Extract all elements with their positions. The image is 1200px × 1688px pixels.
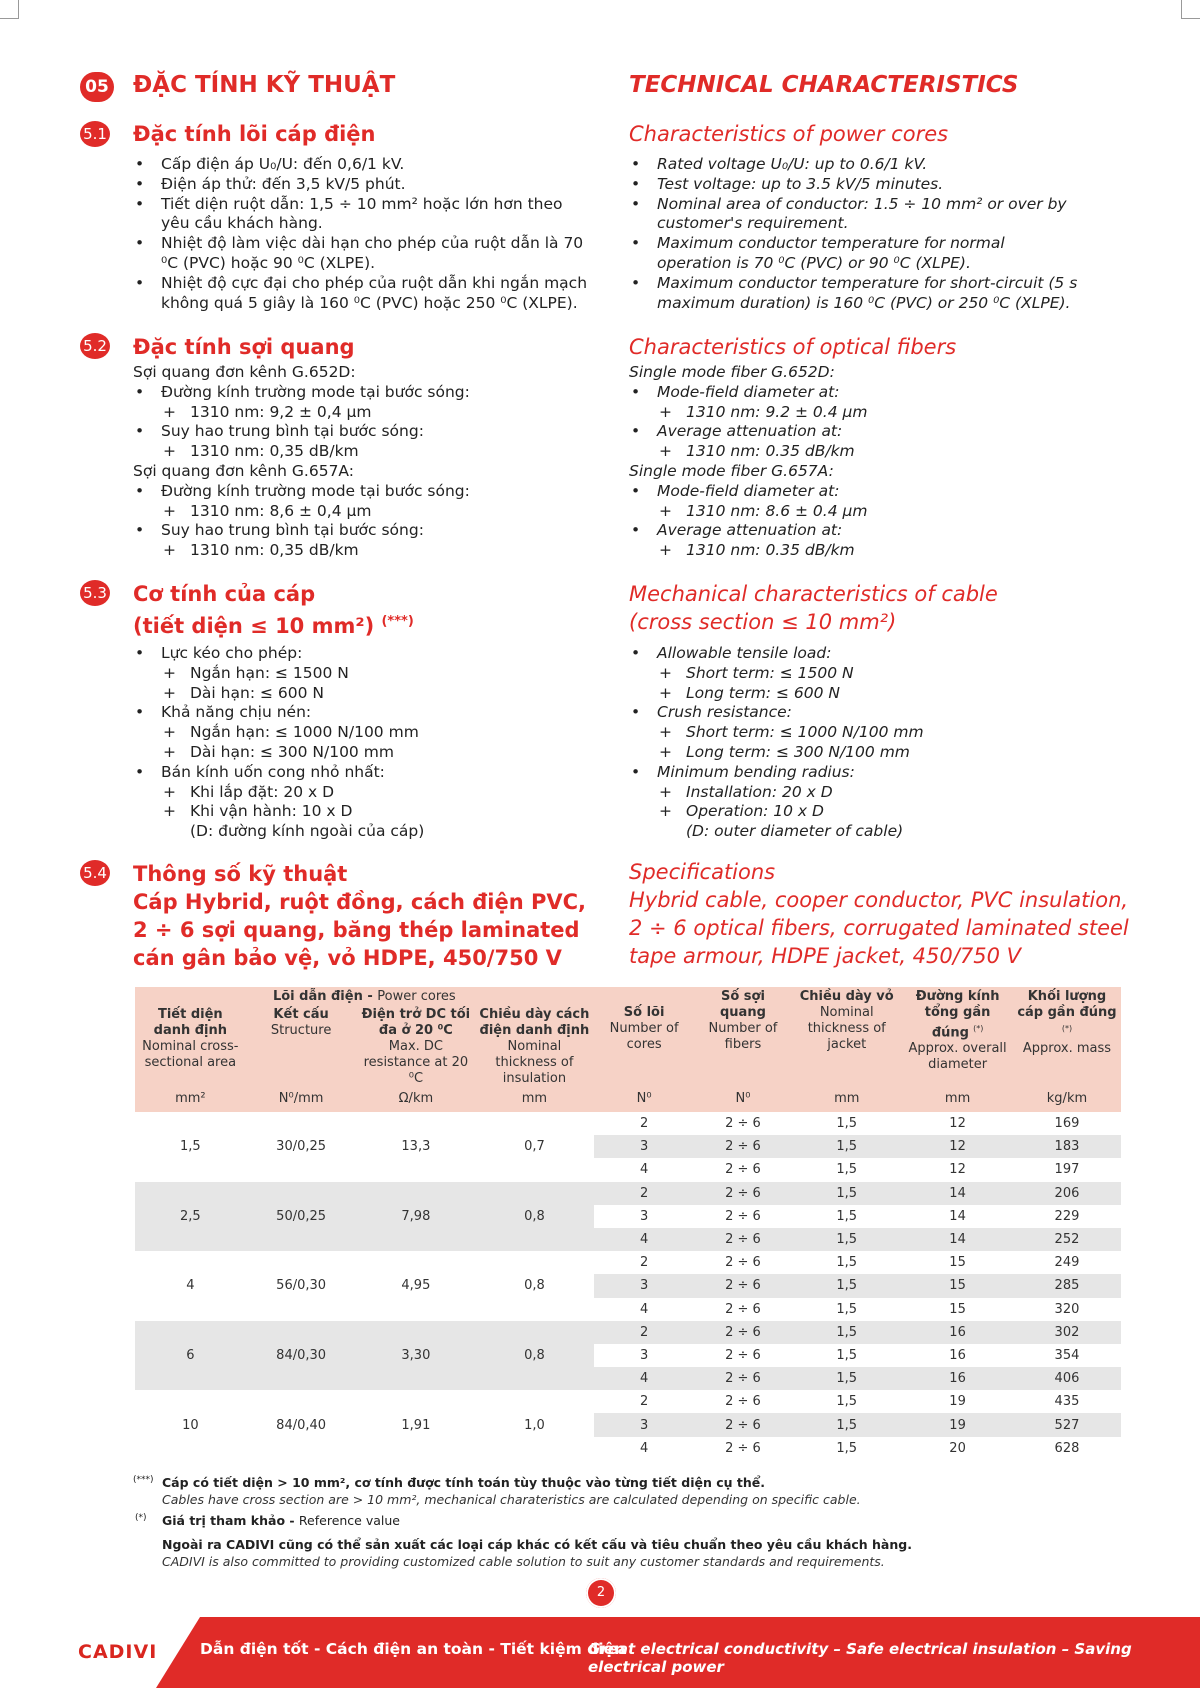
fiber-type-label: Single mode fiber G.652D:	[629, 363, 835, 381]
list-note: (D: outer diameter of cable)	[686, 822, 904, 841]
list-subitem: + Ngắn hạn: ≤ 1000 N/100 mm	[133, 723, 603, 743]
list-subitem: + 1310 nm: 0,35 dB/km	[133, 541, 603, 561]
table-body	[135, 1112, 1121, 1460]
crop-mark-top-right	[1181, 0, 1200, 19]
header-mass	[1013, 987, 1121, 1089]
area-cell: 1,5	[135, 1112, 246, 1182]
jacket-cell: 1,5	[791, 1437, 902, 1460]
footnote-mark: (*)	[1061, 1024, 1073, 1033]
fibers-cell: 2 ÷ 6	[695, 1205, 792, 1228]
diameter-cell: 14	[902, 1205, 1013, 1228]
header-vn: Số sợi quang	[719, 989, 766, 1020]
header-en: Power cores	[377, 989, 456, 1004]
fibers-cell: 2 ÷ 6	[695, 1344, 792, 1367]
jacket-cell: 1,5	[791, 1251, 902, 1274]
list-subitem: + Dài hạn: ≤ 600 N	[133, 684, 603, 704]
jacket-cell: 1,5	[791, 1112, 902, 1135]
fiber-type-label: Sợi quang đơn kênh G.652D:	[133, 363, 356, 381]
jacket-cell: 1,5	[791, 1228, 902, 1251]
unit-cell: mm²	[135, 1089, 246, 1112]
section-5-1-badge: 5.1	[80, 121, 110, 147]
section-5-3-title-text: (tiết diện ≤ 10 mm²)	[133, 614, 375, 638]
diameter-cell: 14	[902, 1228, 1013, 1251]
footnote-text-en-line	[133, 1553, 912, 1570]
list-item: • Mode-field diameter at:	[629, 482, 1169, 502]
section-5-4-title-line: Cáp Hybrid, ruột đồng, cách điện PVC,	[133, 890, 587, 914]
list-item: • Rated voltage U₀/U: up to 0.6/1 kV.	[629, 155, 1079, 175]
section-5-1-title-vn: Đặc tính lõi cáp điện	[133, 122, 376, 146]
header-en: Number of cores	[609, 1021, 679, 1052]
section-5-3-title-line-2: (cross section ≤ 10 mm²)	[629, 610, 897, 634]
structure-cell: 56/0,30	[246, 1251, 357, 1321]
page-title-vn: ĐẶC TÍNH KỸ THUẬT	[133, 72, 396, 98]
list-item: • Suy hao trung bình tại bước sóng:	[133, 521, 603, 541]
mass-cell: 183	[1013, 1135, 1121, 1158]
list-subitem: + 1310 nm: 0.35 dB/km	[629, 541, 1169, 561]
mass-cell: 285	[1013, 1274, 1121, 1297]
area-cell: 6	[135, 1321, 246, 1391]
fibers-cell: 2 ÷ 6	[695, 1158, 792, 1181]
footnote-text-vn: Cáp có tiết diện > 10 mm², cơ tính được tính toán tùy thuộc vào từng tiết diện cụ thể.	[162, 1475, 765, 1490]
section-5-2-list-vn	[133, 363, 603, 561]
cores-cell: 3	[594, 1135, 695, 1158]
section-5-4-title-line: Hybrid cable, cooper conductor, PVC insulation,	[629, 888, 1129, 912]
structure-cell: 30/0,25	[246, 1112, 357, 1182]
structure-cell: 84/0,40	[246, 1390, 357, 1460]
section-number-badge: 05	[80, 72, 114, 102]
fibers-cell: 2 ÷ 6	[695, 1112, 792, 1135]
table-row	[135, 1182, 1121, 1205]
header-en: Nominal thickness of insulation	[495, 1039, 574, 1086]
header-vn: Kết cấu	[273, 1007, 329, 1022]
jacket-cell: 1,5	[791, 1135, 902, 1158]
list-item: • Mode-field diameter at:	[629, 383, 1169, 403]
cores-cell: 2	[594, 1182, 695, 1205]
footnote-text-en: CADIVI is also committed to providing customized cable solution to suit any customer standards and requirements.	[162, 1554, 885, 1569]
unit-cell: N⁰/mm	[246, 1089, 357, 1112]
section-5-4-title-line: tape armour, HDPE jacket, 450/750 V	[629, 944, 1021, 968]
insulation-cell: 0,8	[475, 1182, 593, 1252]
diameter-cell: 19	[902, 1390, 1013, 1413]
header-diameter	[902, 987, 1013, 1089]
unit-cell: mm	[791, 1089, 902, 1112]
fibers-cell: 2 ÷ 6	[695, 1298, 792, 1321]
diameter-cell: 15	[902, 1251, 1013, 1274]
list-item: • Bán kính uốn cong nhỏ nhất:	[133, 763, 603, 783]
list-subitem: + Ngắn hạn: ≤ 1500 N	[133, 664, 603, 684]
header-jacket	[791, 987, 902, 1089]
power-cores-group-header	[135, 987, 594, 1005]
header-resistance	[357, 1005, 476, 1089]
cores-cell: 3	[594, 1413, 695, 1436]
list-subitem: + Khi lắp đặt: 20 x D	[133, 783, 603, 803]
footnote-1	[133, 1474, 861, 1508]
list-item: • Allowable tensile load:	[629, 644, 1169, 664]
header-en: Max. DC resistance at 20 ⁰C	[363, 1039, 469, 1086]
header-fibers	[695, 987, 792, 1089]
insulation-cell: 0,8	[475, 1321, 593, 1391]
structure-cell: 84/0,30	[246, 1321, 357, 1391]
unit-cell: mm	[475, 1089, 593, 1112]
table-row	[135, 1390, 1121, 1413]
jacket-cell: 1,5	[791, 1205, 902, 1228]
list-item: • Điện áp thử: đến 3,5 kV/5 phút.	[133, 175, 593, 195]
header-en: Nominal thickness of jacket	[807, 1005, 886, 1052]
footnote-2	[133, 1512, 400, 1529]
fibers-cell: 2 ÷ 6	[695, 1182, 792, 1205]
list-item: • Minimum bending radius:	[629, 763, 1169, 783]
diameter-cell: 19	[902, 1413, 1013, 1436]
list-item: • Maximum conductor temperature for normal operation is 70 ⁰C (PVC) or 90 ⁰C (XLPE).	[629, 234, 1079, 274]
fiber-type-label: Single mode fiber G.657A:	[629, 461, 834, 480]
area-cell: 4	[135, 1251, 246, 1321]
jacket-cell: 1,5	[791, 1413, 902, 1436]
section-5-2-badge: 5.2	[80, 333, 110, 359]
footer-slogan-vn: Dẫn điện tốt - Cách điện an toàn - Tiết kiệm điện	[200, 1640, 626, 1658]
diameter-cell: 12	[902, 1158, 1013, 1181]
diameter-cell: 20	[902, 1437, 1013, 1460]
list-subitem: + Operation: 10 x D	[629, 802, 1169, 822]
header-insulation	[475, 1005, 593, 1089]
diameter-cell: 16	[902, 1367, 1013, 1390]
list-item: • Tiết diện ruột dẫn: 1,5 ÷ 10 mm² hoặc lớn hơn theo yêu cầu khách hàng.	[133, 195, 593, 235]
footnote-text-line	[133, 1512, 400, 1529]
diameter-cell: 15	[902, 1274, 1013, 1297]
list-subitem: + Short term: ≤ 1500 N	[629, 664, 1169, 684]
area-cell: 2,5	[135, 1182, 246, 1252]
resistance-cell: 13,3	[357, 1112, 476, 1182]
section-5-4-badge: 5.4	[80, 860, 110, 886]
list-subitem: + 1310 nm: 0,35 dB/km	[133, 442, 603, 462]
cores-cell: 4	[594, 1367, 695, 1390]
unit-cell: mm	[902, 1089, 1013, 1112]
section-5-2-list-en	[629, 363, 1169, 561]
list-item: • Test voltage: up to 3.5 kV/5 minutes.	[629, 175, 1079, 195]
section-5-4-title-line: Specifications	[629, 860, 776, 884]
mass-cell: 435	[1013, 1390, 1121, 1413]
list-subitem: + 1310 nm: 0.35 dB/km	[629, 442, 1169, 462]
diameter-cell: 12	[902, 1135, 1013, 1158]
crop-mark-top-left	[0, 0, 19, 19]
list-item: • Average attenuation at:	[629, 422, 1169, 442]
list-subitem: + Short term: ≤ 1000 N/100 mm	[629, 723, 1169, 743]
cores-cell: 4	[594, 1158, 695, 1181]
resistance-cell: 3,30	[357, 1321, 476, 1391]
header-vn: Chiều dày vỏ	[799, 989, 894, 1004]
footnote-text-vn: Ngoài ra CADIVI cũng có thể sản xuất các loại cáp khác có kết cấu và tiêu chuẩn theo yêu cầu khách hàng.	[162, 1537, 912, 1552]
jacket-cell: 1,5	[791, 1298, 902, 1321]
section-5-1-title-en: Characteristics of power cores	[629, 122, 949, 146]
list-item: • Maximum conductor temperature for short-circuit (5 s maximum duration) is 160 ⁰C (PVC) or 250 ⁰C (XLPE).	[629, 274, 1079, 314]
header-vn: Chiều dày cách điện danh định	[479, 1007, 590, 1038]
cores-cell: 3	[594, 1205, 695, 1228]
mass-cell: 406	[1013, 1367, 1121, 1390]
header-cores	[594, 987, 695, 1089]
list-subitem: + 1310 nm: 9,2 ± 0,4 µm	[133, 403, 603, 423]
header-vn: Khối lượng cáp gần đúng	[1017, 989, 1117, 1020]
cores-cell: 2	[594, 1251, 695, 1274]
unit-cell: N⁰	[695, 1089, 792, 1112]
list-item: • Cấp điện áp U₀/U: đến 0,6/1 kV.	[133, 155, 593, 175]
insulation-cell: 0,7	[475, 1112, 593, 1182]
diameter-cell: 12	[902, 1112, 1013, 1135]
specification-table	[135, 987, 1121, 1460]
fibers-cell: 2 ÷ 6	[695, 1135, 792, 1158]
list-subitem: + 1310 nm: 8.6 ± 0.4 µm	[629, 502, 1169, 522]
table-row	[135, 1251, 1121, 1274]
fibers-cell: 2 ÷ 6	[695, 1228, 792, 1251]
list-item: • Khả năng chịu nén:	[133, 703, 603, 723]
jacket-cell: 1,5	[791, 1344, 902, 1367]
header-en: Nominal cross-sectional area	[142, 1039, 239, 1070]
cores-cell: 2	[594, 1112, 695, 1135]
unit-cell: kg/km	[1013, 1089, 1121, 1112]
unit-cell: Ω/km	[357, 1089, 476, 1112]
header-structure	[246, 1005, 357, 1089]
list-item: • Average attenuation at:	[629, 521, 1169, 541]
jacket-cell: 1,5	[791, 1182, 902, 1205]
fibers-cell: 2 ÷ 6	[695, 1367, 792, 1390]
fibers-cell: 2 ÷ 6	[695, 1437, 792, 1460]
list-item: • Đường kính trường mode tại bước sóng:	[133, 383, 603, 403]
section-5-3-title-vn	[133, 580, 414, 640]
list-subitem: + Khi vận hành: 10 x D	[133, 802, 603, 822]
footnote-mark: (*)	[973, 1024, 984, 1033]
table-row	[135, 1112, 1121, 1135]
mass-cell: 249	[1013, 1251, 1121, 1274]
section-5-3-title-line-1: Mechanical characteristics of cable	[629, 582, 998, 606]
section-5-3-list-vn	[133, 644, 603, 842]
list-subitem: + 1310 nm: 9.2 ± 0.4 µm	[629, 403, 1169, 423]
unit-cell: N⁰	[594, 1089, 695, 1112]
footnote-text-en: Reference value	[298, 1513, 400, 1528]
table-row	[135, 1321, 1121, 1344]
footnote-mark: (***)	[133, 1475, 154, 1485]
list-note: (D: đường kính ngoài của cáp)	[190, 822, 425, 841]
table-header-row	[135, 987, 1121, 1005]
jacket-cell: 1,5	[791, 1367, 902, 1390]
footnote-mark: (***)	[381, 614, 414, 629]
diameter-cell: 14	[902, 1182, 1013, 1205]
header-en: Approx. mass	[1022, 1041, 1112, 1057]
section-5-4-title-line: cán gân bảo vệ, vỏ HDPE, 450/750 V	[133, 946, 562, 970]
jacket-cell: 1,5	[791, 1321, 902, 1344]
section-5-3-badge: 5.3	[80, 580, 110, 606]
header-vn: Điện trở DC tối đa ở 20 ⁰C	[361, 1007, 471, 1038]
list-subitem: + Dài hạn: ≤ 300 N/100 mm	[133, 743, 603, 763]
footer-bar	[0, 1617, 1200, 1688]
mass-cell: 229	[1013, 1205, 1121, 1228]
cadivi-logo: CADIVI	[78, 1641, 158, 1663]
cores-cell: 3	[594, 1274, 695, 1297]
footnote-text-en-line	[133, 1491, 861, 1508]
list-item: • Nhiệt độ làm việc dài hạn cho phép của ruột dẫn là 70 ⁰C (PVC) hoặc 90 ⁰C (XLPE).	[133, 234, 593, 274]
mass-cell: 302	[1013, 1321, 1121, 1344]
footnote-3	[133, 1536, 912, 1570]
cores-cell: 2	[594, 1390, 695, 1413]
section-5-2-title-en: Characteristics of optical fibers	[629, 335, 957, 359]
cores-cell: 4	[594, 1437, 695, 1460]
list-item: • Suy hao trung bình tại bước sóng:	[133, 422, 603, 442]
fibers-cell: 2 ÷ 6	[695, 1413, 792, 1436]
fiber-type-label: Sợi quang đơn kênh G.657A:	[133, 461, 354, 480]
footnote-mark: (*)	[135, 1513, 147, 1523]
list-subitem: + 1310 nm: 8,6 ± 0,4 µm	[133, 502, 603, 522]
jacket-cell: 1,5	[791, 1274, 902, 1297]
mass-cell: 252	[1013, 1228, 1121, 1251]
section-5-3-list-en	[629, 644, 1169, 842]
header-vn: Tiết diện danh định	[153, 1007, 228, 1038]
area-cell: 10	[135, 1390, 246, 1460]
diameter-cell: 15	[902, 1298, 1013, 1321]
list-item: • Nominal area of conductor: 1.5 ÷ 10 mm² or over by customer's requirement.	[629, 195, 1079, 235]
footnote-text-vn: Giá trị tham khảo -	[162, 1513, 299, 1528]
fibers-cell: 2 ÷ 6	[695, 1321, 792, 1344]
cores-cell: 4	[594, 1228, 695, 1251]
resistance-cell: 1,91	[357, 1390, 476, 1460]
list-subitem: + Installation: 20 x D	[629, 783, 1169, 803]
section-5-4-title-line: Thông số kỹ thuật	[133, 862, 348, 886]
mass-cell: 527	[1013, 1413, 1121, 1436]
section-5-4-title-line: 2 ÷ 6 optical fibers, corrugated laminated steel	[629, 916, 1129, 940]
mass-cell: 197	[1013, 1158, 1121, 1181]
diameter-cell: 16	[902, 1321, 1013, 1344]
jacket-cell: 1,5	[791, 1390, 902, 1413]
header-vn: Số lõi	[623, 1005, 665, 1020]
footnote-text-en: Cables have cross section are > 10 mm², mechanical charateristics are calculated depending on specific cable.	[162, 1492, 861, 1507]
section-5-4-title-en	[629, 858, 1129, 970]
mass-cell: 628	[1013, 1437, 1121, 1460]
jacket-cell: 1,5	[791, 1158, 902, 1181]
insulation-cell: 1,0	[475, 1390, 593, 1460]
header-vn: Lõi dẫn điện -	[272, 989, 378, 1004]
structure-cell: 50/0,25	[246, 1182, 357, 1252]
cores-cell: 2	[594, 1321, 695, 1344]
mass-cell: 206	[1013, 1182, 1121, 1205]
list-subitem: + Long term: ≤ 300 N/100 mm	[629, 743, 1169, 763]
diameter-cell: 16	[902, 1344, 1013, 1367]
list-item: • Nhiệt độ cực đại cho phép của ruột dẫn khi ngắn mạch không quá 5 giây là 160 ⁰C (PVC) hoặc 250 ⁰C (XLPE).	[133, 274, 593, 314]
header-en: Structure	[270, 1023, 332, 1038]
mass-cell: 354	[1013, 1344, 1121, 1367]
insulation-cell: 0,8	[475, 1251, 593, 1321]
footer-slogan-en: Great electrical conductivity – Safe electrical insulation – Saving electrical power	[588, 1640, 1132, 1676]
section-5-3-title-en	[629, 580, 998, 636]
header-area	[135, 1005, 246, 1089]
section-5-3-title-line-1: Cơ tính của cáp	[133, 582, 316, 606]
resistance-cell: 7,98	[357, 1182, 476, 1252]
section-5-1-list-en	[629, 155, 1079, 313]
section-5-3-title-line-2	[133, 608, 414, 640]
section-5-4-title-line: 2 ÷ 6 sợi quang, băng thép laminated	[133, 918, 580, 942]
list-item: • Đường kính trường mode tại bước sóng:	[133, 482, 603, 502]
mass-cell: 169	[1013, 1112, 1121, 1135]
header-vn: Đường kính tổng gần đúng	[915, 989, 1000, 1041]
fibers-cell: 2 ÷ 6	[695, 1390, 792, 1413]
header-en: Number of fibers	[708, 1021, 778, 1052]
fibers-cell: 2 ÷ 6	[695, 1251, 792, 1274]
list-item: • Lực kéo cho phép:	[133, 644, 603, 664]
section-5-2-title-vn: Đặc tính sợi quang	[133, 335, 355, 359]
cores-cell: 4	[594, 1298, 695, 1321]
resistance-cell: 4,95	[357, 1251, 476, 1321]
mass-cell: 320	[1013, 1298, 1121, 1321]
section-5-4-title-vn	[133, 860, 586, 972]
list-item: • Crush resistance:	[629, 703, 1169, 723]
cores-cell: 3	[594, 1344, 695, 1367]
header-en: Approx. overall diameter	[908, 1041, 1007, 1073]
section-5-1-list-vn	[133, 155, 593, 313]
table-units-row	[135, 1089, 1121, 1112]
list-subitem: + Long term: ≤ 600 N	[629, 684, 1169, 704]
fibers-cell: 2 ÷ 6	[695, 1274, 792, 1297]
page-number: 2	[586, 1578, 616, 1608]
page-title-en: TECHNICAL CHARACTERISTICS	[629, 72, 1019, 98]
